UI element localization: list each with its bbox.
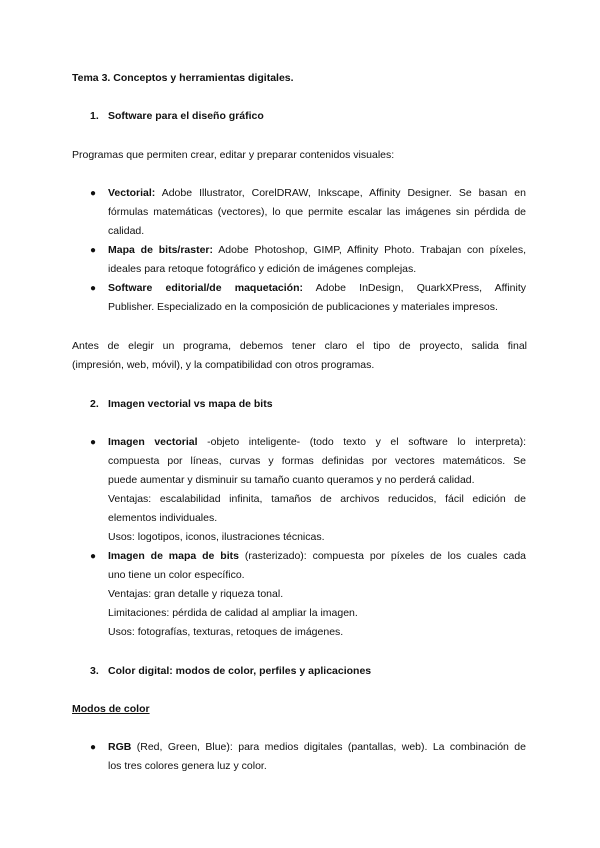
- list-item-line: Ventajas: gran detalle y riqueza tonal.: [108, 588, 284, 600]
- list-item-line: compuesta por líneas, curvas y formas definidas por vectores matemáticos. Se: [108, 455, 526, 467]
- bullet-text: (rasterizado): compuesta por píxeles de los cuales cada: [238, 550, 526, 562]
- section-1-heading: Software para el diseño gráfico: [108, 110, 264, 122]
- subheading-color-modes: Modos de color: [72, 703, 150, 715]
- paragraph-line: Antes de elegir un programa, debemos tener claro el tipo de proyecto, salida final: [72, 340, 527, 352]
- list-item-line: Usos: logotipos, iconos, ilustraciones técnicas.: [108, 531, 325, 543]
- paragraph-line: (impresión, web, móvil), y la compatibilidad con otros programas.: [72, 359, 375, 371]
- list-item-line: [108, 244, 526, 257]
- list-item-line: Ventajas: escalabilidad infinita, tamaños de archivos reducidos, fácil edición de: [108, 493, 526, 505]
- bullet-text: Adobe Photoshop, GIMP, Affinity Photo. Trabajan con píxeles,: [213, 244, 526, 256]
- bullet-label: Mapa de bits/raster:: [108, 244, 214, 256]
- section-2-number: 2.: [90, 398, 99, 410]
- list-item-line: fórmulas matemáticas (vectores), lo que permite escalar las imágenes sin pérdida de: [108, 206, 526, 218]
- bullet-marker: ●: [90, 551, 97, 562]
- bullet-marker: ●: [90, 742, 97, 753]
- section-2-heading: Imagen vectorial vs mapa de bits: [108, 398, 273, 410]
- bullet-marker: ●: [90, 283, 97, 294]
- list-item-line: Limitaciones: pérdida de calidad al ampliar la imagen.: [108, 607, 358, 619]
- section-3-number: 3.: [90, 665, 99, 677]
- bullet-text: Adobe InDesign, QuarkXPress, Affinity: [303, 282, 526, 294]
- bullet-marker: ●: [90, 188, 97, 199]
- list-item-line: elementos individuales.: [108, 512, 218, 524]
- bullet-label: Imagen vectorial: [108, 436, 198, 448]
- list-item-line: Usos: fotografías, texturas, retoques de imágenes.: [108, 626, 344, 638]
- intro-paragraph: Programas que permiten crear, editar y preparar contenidos visuales:: [72, 149, 395, 161]
- list-item-line: los tres colores genera luz y color.: [108, 760, 267, 772]
- bullet-label: Vectorial:: [108, 187, 156, 199]
- bullet-label: RGB: [108, 741, 132, 753]
- list-item-line: uno tiene un color específico.: [108, 569, 245, 581]
- list-item-line: ideales para retoque fotográfico y edición de imágenes complejas.: [108, 263, 417, 275]
- list-item-line: [108, 282, 526, 295]
- bullet-text: -objeto inteligente- (todo texto y el software lo interpreta):: [197, 436, 526, 448]
- bullet-text: (Red, Green, Blue): para medios digitales (pantallas, web). La combinación de: [131, 741, 526, 753]
- list-item-line: [108, 550, 526, 563]
- section-3-heading: Color digital: modos de color, perfiles y aplicaciones: [108, 665, 372, 677]
- list-item-line: [108, 741, 526, 754]
- list-item-line: Publisher. Especializado en la composición de publicaciones y materiales impresos.: [108, 301, 498, 313]
- bullet-label: Software editorial/de maquetación:: [108, 282, 303, 294]
- bullet-marker: ●: [90, 245, 97, 256]
- list-item-line: [108, 436, 526, 449]
- document-title: Tema 3. Conceptos y herramientas digitales.: [72, 72, 294, 84]
- list-item-line: [108, 187, 526, 200]
- list-item-line: calidad.: [108, 225, 145, 237]
- list-item-line: puede aumentar y disminuir su tamaño cuanto queramos y no perderá calidad.: [108, 474, 475, 486]
- bullet-marker: ●: [90, 437, 97, 448]
- bullet-text: Adobe Illustrator, CorelDRAW, Inkscape, Affinity Designer. Se basan en: [155, 187, 526, 199]
- section-1-number: 1.: [90, 110, 99, 122]
- bullet-label: Imagen de mapa de bits: [108, 550, 239, 562]
